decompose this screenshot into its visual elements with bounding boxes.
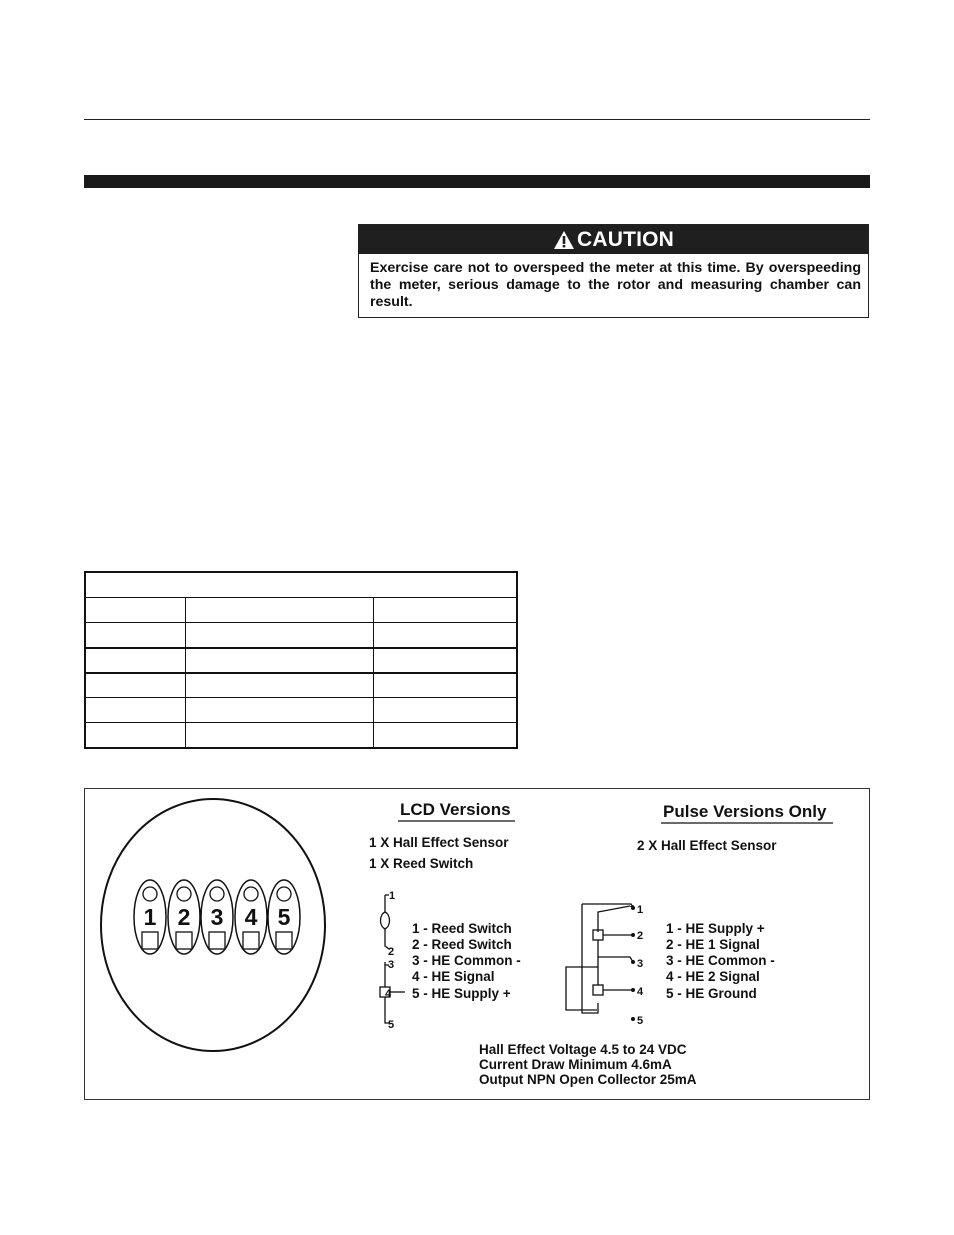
lcd-pin-label: 5 - HE Supply + xyxy=(412,986,511,1001)
lcd-wire-number: 2 xyxy=(388,946,395,958)
pulse-wire-number: 1 xyxy=(637,904,644,916)
pulse-heading: Pulse Versions Only xyxy=(663,802,827,821)
terminal-number: 1 xyxy=(143,904,157,930)
spec-line: Current Draw Minimum 4.6mA xyxy=(479,1057,672,1072)
pulse-wire-number: 3 xyxy=(637,958,644,970)
pulse-pin-label: 4 - HE 2 Signal xyxy=(666,969,760,984)
table-row-divider xyxy=(86,647,516,649)
pulse-wire-number: 2 xyxy=(637,930,644,942)
pulse-pin-label: 2 - HE 1 Signal xyxy=(666,937,760,952)
wiring-diagram xyxy=(84,788,870,1100)
pulse-pin-label: 3 - HE Common - xyxy=(666,953,775,968)
table-row-divider xyxy=(86,722,516,723)
terminal-number: 2 xyxy=(177,904,191,930)
header-rule xyxy=(84,119,870,120)
spec-line: Output NPN Open Collector 25mA xyxy=(479,1072,697,1087)
caution-box xyxy=(358,224,869,318)
lcd-heading: LCD Versions xyxy=(400,800,511,819)
lcd-pin-label: 1 - Reed Switch xyxy=(412,921,512,936)
pulse-terminal-dots xyxy=(631,906,635,1021)
caution-text: Exercise care not to overspeed the meter at this time. By overspeeding the meter, serious damage to the rotor and measuring chamber can result. xyxy=(370,260,861,310)
section-bar xyxy=(84,175,870,188)
lcd-wire-number: 5 xyxy=(388,1019,395,1031)
table-row-divider xyxy=(86,597,516,598)
lcd-pin-label: 4 - HE Signal xyxy=(412,969,495,984)
pulse-schematic xyxy=(566,904,633,1013)
terminal-number: 5 xyxy=(277,904,291,930)
terminal-5 xyxy=(268,880,300,954)
terminal-1 xyxy=(134,880,166,954)
lcd-wire-number: 1 xyxy=(389,890,396,902)
terminal-number: 3 xyxy=(210,904,224,930)
lcd-sensor-line: 1 X Reed Switch xyxy=(369,856,474,871)
pulse-wire-number: 5 xyxy=(637,1015,644,1027)
terminal-4 xyxy=(235,880,267,954)
pulse-wire-number: 4 xyxy=(637,986,644,998)
lcd-wire-number: 4 xyxy=(385,988,392,1000)
table-column-divider xyxy=(185,597,186,749)
spec-table xyxy=(84,571,518,749)
caution-header xyxy=(359,225,868,254)
table-row-divider xyxy=(86,622,516,623)
pulse-pin-label: 1 - HE Supply + xyxy=(666,921,765,936)
terminal-3 xyxy=(201,880,233,954)
caution-title: CAUTION xyxy=(576,227,675,251)
lcd-pin-label: 2 - Reed Switch xyxy=(412,937,512,952)
terminal-2 xyxy=(168,880,200,954)
terminal-number: 4 xyxy=(244,904,258,930)
wiring-diagram-svg xyxy=(85,789,871,1101)
pulse-pin-label: 5 - HE Ground xyxy=(666,986,757,1001)
lcd-pin-label: 3 - HE Common - xyxy=(412,953,521,968)
lcd-wire-number: 3 xyxy=(388,959,395,971)
lcd-sensor-line: 1 X Hall Effect Sensor xyxy=(369,835,509,850)
spec-line: Hall Effect Voltage 4.5 to 24 VDC xyxy=(479,1042,687,1057)
pulse-sensor-line: 2 X Hall Effect Sensor xyxy=(637,838,777,853)
warning-triangle-icon xyxy=(553,230,575,250)
table-row-divider xyxy=(86,672,516,674)
table-column-divider xyxy=(373,597,374,749)
table-row-divider xyxy=(86,697,516,698)
